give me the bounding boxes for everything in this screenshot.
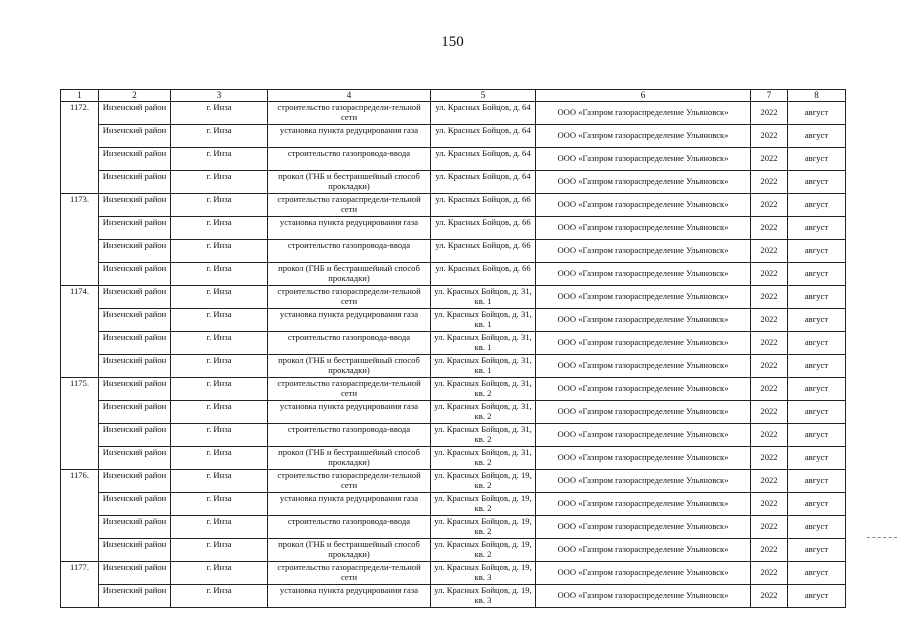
district-cell: Инзенский район: [99, 539, 171, 562]
organization-cell: ООО «Газпром газораспределение Ульяновск»: [536, 125, 751, 148]
city-cell: г. Инза: [171, 148, 268, 171]
work-type-cell: прокол (ГНБ и бестраншейный способ прокладки): [268, 263, 431, 286]
address-cell: ул. Красных Бойцов, д. 64: [431, 125, 536, 148]
address-cell: ул. Красных Бойцов, д. 66: [431, 240, 536, 263]
city-cell: г. Инза: [171, 102, 268, 125]
work-type-cell: строительство газопровода-ввода: [268, 516, 431, 539]
year-cell: 2022: [751, 539, 788, 562]
month-cell: август: [788, 332, 846, 355]
city-cell: г. Инза: [171, 171, 268, 194]
organization-cell: ООО «Газпром газораспределение Ульяновск»: [536, 470, 751, 493]
month-cell: август: [788, 562, 846, 585]
month-cell: август: [788, 171, 846, 194]
organization-cell: ООО «Газпром газораспределение Ульяновск»: [536, 447, 751, 470]
district-cell: Инзенский район: [99, 401, 171, 424]
month-cell: август: [788, 401, 846, 424]
item-number-cell: 1174.: [61, 286, 99, 378]
item-number-cell: 1177.: [61, 562, 99, 608]
district-cell: Инзенский район: [99, 493, 171, 516]
table-row: [61, 355, 846, 378]
organization-cell: ООО «Газпром газораспределение Ульяновск»: [536, 148, 751, 171]
organization-cell: ООО «Газпром газораспределение Ульяновск»: [536, 539, 751, 562]
table-row: [61, 447, 846, 470]
address-cell: ул. Красных Бойцов, д. 31, кв. 1: [431, 309, 536, 332]
year-cell: 2022: [751, 516, 788, 539]
address-cell: ул. Красных Бойцов, д. 31, кв. 1: [431, 355, 536, 378]
organization-cell: ООО «Газпром газораспределение Ульяновск»: [536, 194, 751, 217]
table-row: [61, 194, 846, 217]
work-type-cell: установка пункта редуцирования газа: [268, 401, 431, 424]
month-cell: август: [788, 125, 846, 148]
address-cell: ул. Красных Бойцов, д. 64: [431, 171, 536, 194]
organization-cell: ООО «Газпром газораспределение Ульяновск»: [536, 263, 751, 286]
item-number-cell: 1173.: [61, 194, 99, 286]
year-cell: 2022: [751, 240, 788, 263]
city-cell: г. Инза: [171, 447, 268, 470]
work-type-cell: прокол (ГНБ и бестраншейный способ прокладки): [268, 171, 431, 194]
organization-cell: ООО «Газпром газораспределение Ульяновск»: [536, 286, 751, 309]
organization-cell: ООО «Газпром газораспределение Ульяновск»: [536, 355, 751, 378]
district-cell: Инзенский район: [99, 194, 171, 217]
table-row: [61, 102, 846, 125]
table-row: [61, 309, 846, 332]
month-cell: август: [788, 378, 846, 401]
year-cell: 2022: [751, 332, 788, 355]
month-cell: август: [788, 424, 846, 447]
organization-cell: ООО «Газпром газораспределение Ульяновск»: [536, 493, 751, 516]
table-row: [61, 562, 846, 585]
table-row: [61, 539, 846, 562]
work-type-cell: строительство газораспредели-тельной сети: [268, 378, 431, 401]
address-cell: ул. Красных Бойцов, д. 19, кв. 3: [431, 562, 536, 585]
address-cell: ул. Красных Бойцов, д. 31, кв. 1: [431, 332, 536, 355]
table-row: [61, 217, 846, 240]
month-cell: август: [788, 286, 846, 309]
year-cell: 2022: [751, 401, 788, 424]
address-cell: ул. Красных Бойцов, д. 31, кв. 2: [431, 424, 536, 447]
organization-cell: ООО «Газпром газораспределение Ульяновск»: [536, 424, 751, 447]
table-row: [61, 286, 846, 309]
work-type-cell: строительство газопровода-ввода: [268, 424, 431, 447]
address-cell: ул. Красных Бойцов, д. 31, кв. 2: [431, 378, 536, 401]
district-cell: Инзенский район: [99, 286, 171, 309]
table-row: [61, 585, 846, 608]
address-cell: ул. Красных Бойцов, д. 19, кв. 2: [431, 539, 536, 562]
city-cell: г. Инза: [171, 263, 268, 286]
work-type-cell: прокол (ГНБ и бестраншейный способ прокладки): [268, 355, 431, 378]
year-cell: 2022: [751, 309, 788, 332]
city-cell: г. Инза: [171, 585, 268, 608]
year-cell: 2022: [751, 585, 788, 608]
work-type-cell: установка пункта редуцирования газа: [268, 217, 431, 240]
address-cell: ул. Красных Бойцов, д. 64: [431, 148, 536, 171]
month-cell: август: [788, 516, 846, 539]
work-type-cell: строительство газораспредели-тельной сети: [268, 102, 431, 125]
address-cell: ул. Красных Бойцов, д. 31, кв. 1: [431, 286, 536, 309]
work-type-cell: установка пункта редуцирования газа: [268, 309, 431, 332]
month-cell: август: [788, 493, 846, 516]
work-type-cell: установка пункта редуцирования газа: [268, 493, 431, 516]
table-row: [61, 125, 846, 148]
year-cell: 2022: [751, 493, 788, 516]
column-header: 3: [171, 90, 268, 102]
month-cell: август: [788, 148, 846, 171]
city-cell: г. Инза: [171, 562, 268, 585]
organization-cell: ООО «Газпром газораспределение Ульяновск»: [536, 378, 751, 401]
table-row: [61, 332, 846, 355]
work-type-cell: строительство газопровода-ввода: [268, 240, 431, 263]
year-cell: 2022: [751, 378, 788, 401]
month-cell: август: [788, 355, 846, 378]
year-cell: 2022: [751, 562, 788, 585]
gasification-table: [60, 89, 846, 608]
address-cell: ул. Красных Бойцов, д. 64: [431, 102, 536, 125]
month-cell: август: [788, 309, 846, 332]
year-cell: 2022: [751, 125, 788, 148]
organization-cell: ООО «Газпром газораспределение Ульяновск»: [536, 102, 751, 125]
month-cell: август: [788, 447, 846, 470]
city-cell: г. Инза: [171, 355, 268, 378]
year-cell: 2022: [751, 355, 788, 378]
work-type-cell: строительство газораспредели-тельной сети: [268, 286, 431, 309]
organization-cell: ООО «Газпром газораспределение Ульяновск»: [536, 516, 751, 539]
city-cell: г. Инза: [171, 401, 268, 424]
month-cell: август: [788, 585, 846, 608]
city-cell: г. Инза: [171, 217, 268, 240]
column-header: 1: [61, 90, 99, 102]
month-cell: август: [788, 470, 846, 493]
column-number-row: [61, 90, 846, 102]
item-number-cell: 1175.: [61, 378, 99, 470]
district-cell: Инзенский район: [99, 447, 171, 470]
column-header: 4: [268, 90, 431, 102]
month-cell: август: [788, 194, 846, 217]
district-cell: Инзенский район: [99, 240, 171, 263]
city-cell: г. Инза: [171, 240, 268, 263]
work-type-cell: строительство газораспредели-тельной сети: [268, 470, 431, 493]
city-cell: г. Инза: [171, 125, 268, 148]
year-cell: 2022: [751, 148, 788, 171]
city-cell: г. Инза: [171, 516, 268, 539]
district-cell: Инзенский район: [99, 332, 171, 355]
work-type-cell: строительство газопровода-ввода: [268, 332, 431, 355]
city-cell: г. Инза: [171, 539, 268, 562]
district-cell: Инзенский район: [99, 424, 171, 447]
column-header: 5: [431, 90, 536, 102]
year-cell: 2022: [751, 217, 788, 240]
city-cell: г. Инза: [171, 332, 268, 355]
item-number-cell: 1176.: [61, 470, 99, 562]
address-cell: ул. Красных Бойцов, д. 19, кв. 2: [431, 493, 536, 516]
organization-cell: ООО «Газпром газораспределение Ульяновск»: [536, 562, 751, 585]
margin-dash: [867, 537, 897, 538]
work-type-cell: установка пункта редуцирования газа: [268, 585, 431, 608]
month-cell: август: [788, 102, 846, 125]
district-cell: Инзенский район: [99, 516, 171, 539]
district-cell: Инзенский район: [99, 263, 171, 286]
district-cell: Инзенский район: [99, 585, 171, 608]
column-header: 6: [536, 90, 751, 102]
year-cell: 2022: [751, 102, 788, 125]
table-row: [61, 493, 846, 516]
page-number: 150: [441, 34, 464, 50]
district-cell: Инзенский район: [99, 562, 171, 585]
year-cell: 2022: [751, 286, 788, 309]
address-cell: ул. Красных Бойцов, д. 19, кв. 2: [431, 470, 536, 493]
work-type-cell: прокол (ГНБ и бестраншейный способ прокладки): [268, 447, 431, 470]
city-cell: г. Инза: [171, 493, 268, 516]
year-cell: 2022: [751, 263, 788, 286]
district-cell: Инзенский район: [99, 125, 171, 148]
organization-cell: ООО «Газпром газораспределение Ульяновск»: [536, 240, 751, 263]
year-cell: 2022: [751, 447, 788, 470]
organization-cell: ООО «Газпром газораспределение Ульяновск»: [536, 401, 751, 424]
table-body: [61, 102, 846, 608]
year-cell: 2022: [751, 470, 788, 493]
year-cell: 2022: [751, 171, 788, 194]
table-row: [61, 470, 846, 493]
work-type-cell: установка пункта редуцирования газа: [268, 125, 431, 148]
organization-cell: ООО «Газпром газораспределение Ульяновск»: [536, 217, 751, 240]
month-cell: август: [788, 240, 846, 263]
district-cell: Инзенский район: [99, 355, 171, 378]
table-row: [61, 401, 846, 424]
organization-cell: ООО «Газпром газораспределение Ульяновск»: [536, 171, 751, 194]
district-cell: Инзенский район: [99, 148, 171, 171]
city-cell: г. Инза: [171, 470, 268, 493]
district-cell: Инзенский район: [99, 102, 171, 125]
table-row: [61, 171, 846, 194]
work-type-cell: строительство газопровода-ввода: [268, 148, 431, 171]
address-cell: ул. Красных Бойцов, д. 19, кв. 2: [431, 516, 536, 539]
address-cell: ул. Красных Бойцов, д. 66: [431, 217, 536, 240]
city-cell: г. Инза: [171, 194, 268, 217]
address-cell: ул. Красных Бойцов, д. 31, кв. 2: [431, 447, 536, 470]
work-type-cell: прокол (ГНБ и бестраншейный способ прокладки): [268, 539, 431, 562]
address-cell: ул. Красных Бойцов, д. 19, кв. 3: [431, 585, 536, 608]
address-cell: ул. Красных Бойцов, д. 66: [431, 194, 536, 217]
work-type-cell: строительство газораспредели-тельной сети: [268, 562, 431, 585]
month-cell: август: [788, 217, 846, 240]
year-cell: 2022: [751, 194, 788, 217]
item-number-cell: 1172.: [61, 102, 99, 194]
year-cell: 2022: [751, 424, 788, 447]
organization-cell: ООО «Газпром газораспределение Ульяновск»: [536, 309, 751, 332]
table-row: [61, 378, 846, 401]
month-cell: август: [788, 539, 846, 562]
column-header: 2: [99, 90, 171, 102]
district-cell: Инзенский район: [99, 217, 171, 240]
column-header: 7: [751, 90, 788, 102]
district-cell: Инзенский район: [99, 171, 171, 194]
district-cell: Инзенский район: [99, 309, 171, 332]
city-cell: г. Инза: [171, 378, 268, 401]
address-cell: ул. Красных Бойцов, д. 31, кв. 2: [431, 401, 536, 424]
district-cell: Инзенский район: [99, 470, 171, 493]
city-cell: г. Инза: [171, 286, 268, 309]
work-type-cell: строительство газораспредели-тельной сети: [268, 194, 431, 217]
table-row: [61, 516, 846, 539]
city-cell: г. Инза: [171, 309, 268, 332]
district-cell: Инзенский район: [99, 378, 171, 401]
month-cell: август: [788, 263, 846, 286]
table-row: [61, 424, 846, 447]
table-row: [61, 240, 846, 263]
organization-cell: ООО «Газпром газораспределение Ульяновск»: [536, 585, 751, 608]
table-row: [61, 148, 846, 171]
organization-cell: ООО «Газпром газораспределение Ульяновск»: [536, 332, 751, 355]
address-cell: ул. Красных Бойцов, д. 66: [431, 263, 536, 286]
city-cell: г. Инза: [171, 424, 268, 447]
column-header: 8: [788, 90, 846, 102]
table-row: [61, 263, 846, 286]
